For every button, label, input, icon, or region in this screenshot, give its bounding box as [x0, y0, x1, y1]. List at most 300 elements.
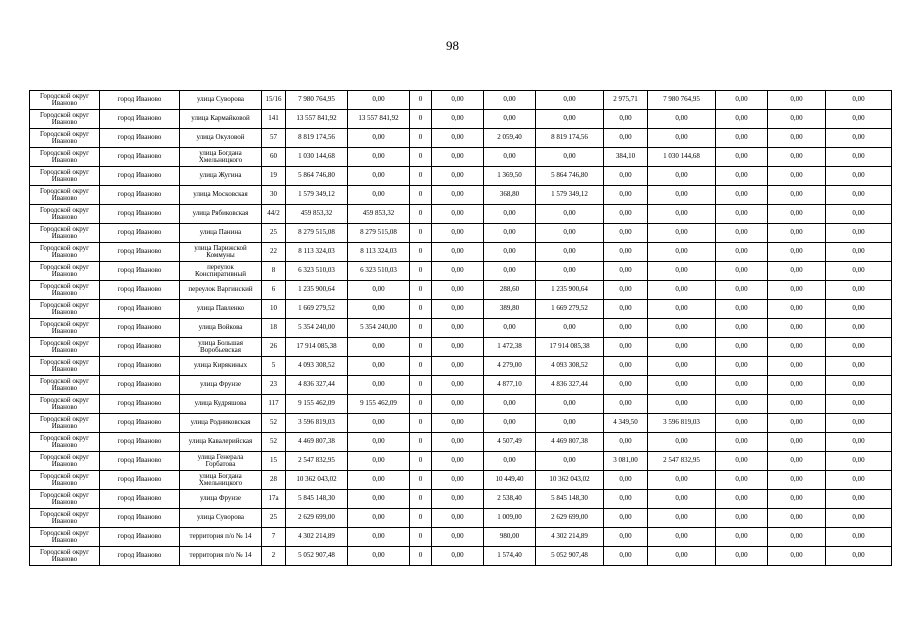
amount-cell-4: 3 596 819,03 [648, 414, 716, 433]
house-number-cell: 6 [262, 281, 286, 300]
amount-cell-3: 0,00 [536, 452, 604, 471]
municipality-cell: Городской округ Иваново [30, 91, 100, 110]
area-cell-1: 0,00 [484, 110, 536, 129]
municipality-cell: Городской округ Иваново [30, 528, 100, 547]
amount-cell-3: 5 845 148,30 [536, 490, 604, 509]
municipality-cell: Городской округ Иваново [30, 509, 100, 528]
street-cell: улица Жугина [180, 167, 262, 186]
municipality-cell: Городской округ Иваново [30, 110, 100, 129]
municipality-cell: Городской округ Иваново [30, 490, 100, 509]
area-cell-2: 0,00 [604, 205, 648, 224]
municipality-cell: Городской округ Иваново [30, 300, 100, 319]
total-cost-cell: 3 596 819,03 [286, 414, 348, 433]
count-cell: 0 [410, 490, 432, 509]
amount-cell-7: 0,00 [826, 110, 892, 129]
area-cell-2: 0,00 [604, 338, 648, 357]
amount-cell-5: 0,00 [716, 471, 768, 490]
area-cell-2: 0,00 [604, 186, 648, 205]
area-cell-1: 0,00 [484, 414, 536, 433]
amount-cell-4: 0,00 [648, 167, 716, 186]
count-cell: 0 [410, 110, 432, 129]
amount-cell-3: 0,00 [536, 224, 604, 243]
amount-cell-1: 0,00 [348, 281, 410, 300]
area-cell-2: 4 349,50 [604, 414, 648, 433]
house-number-cell: 8 [262, 262, 286, 281]
area-cell-2: 0,00 [604, 224, 648, 243]
amount-cell-6: 0,00 [768, 528, 826, 547]
area-cell-1: 2 059,40 [484, 129, 536, 148]
table-row [30, 205, 892, 224]
count-cell: 0 [410, 129, 432, 148]
amount-cell-4: 0,00 [648, 243, 716, 262]
table-row [30, 509, 892, 528]
table-row [30, 490, 892, 509]
area-cell-1: 0,00 [484, 243, 536, 262]
street-cell: переулок Варгинский [180, 281, 262, 300]
amount-cell-6: 0,00 [768, 414, 826, 433]
amount-cell-5: 0,00 [716, 91, 768, 110]
amount-cell-5: 0,00 [716, 433, 768, 452]
amount-cell-2: 0,00 [432, 148, 484, 167]
total-cost-cell: 1 030 144,68 [286, 148, 348, 167]
settlement-cell: город Иваново [100, 224, 180, 243]
amount-cell-7: 0,00 [826, 243, 892, 262]
house-number-cell: 15 [262, 452, 286, 471]
amount-cell-1: 8 113 324,03 [348, 243, 410, 262]
amount-cell-3: 0,00 [536, 395, 604, 414]
table-row [30, 547, 892, 566]
municipality-cell: Городской округ Иваново [30, 129, 100, 148]
settlement-cell: город Иваново [100, 528, 180, 547]
count-cell: 0 [410, 262, 432, 281]
amount-cell-5: 0,00 [716, 452, 768, 471]
area-cell-2: 0,00 [604, 509, 648, 528]
area-cell-2: 0,00 [604, 319, 648, 338]
house-number-cell: 19 [262, 167, 286, 186]
area-cell-2: 0,00 [604, 243, 648, 262]
amount-cell-2: 0,00 [432, 338, 484, 357]
amount-cell-2: 0,00 [432, 452, 484, 471]
total-cost-cell: 2 629 699,00 [286, 509, 348, 528]
amount-cell-7: 0,00 [826, 395, 892, 414]
amount-cell-5: 0,00 [716, 376, 768, 395]
municipality-cell: Городской округ Иваново [30, 224, 100, 243]
municipality-cell: Городской округ Иваново [30, 471, 100, 490]
amount-cell-5: 0,00 [716, 224, 768, 243]
area-cell-1: 0,00 [484, 395, 536, 414]
table-row [30, 319, 892, 338]
settlement-cell: город Иваново [100, 376, 180, 395]
amount-cell-4: 0,00 [648, 471, 716, 490]
amount-cell-5: 0,00 [716, 509, 768, 528]
area-cell-1: 0,00 [484, 91, 536, 110]
amount-cell-7: 0,00 [826, 186, 892, 205]
street-cell: территория п/о № 14 [180, 528, 262, 547]
amount-cell-3: 8 819 174,56 [536, 129, 604, 148]
amount-cell-4: 0,00 [648, 509, 716, 528]
amount-cell-3: 4 302 214,89 [536, 528, 604, 547]
amount-cell-7: 0,00 [826, 148, 892, 167]
settlement-cell: город Иваново [100, 547, 180, 566]
amount-cell-7: 0,00 [826, 91, 892, 110]
amount-cell-1: 0,00 [348, 91, 410, 110]
amount-cell-2: 0,00 [432, 167, 484, 186]
amount-cell-5: 0,00 [716, 281, 768, 300]
area-cell-1: 0,00 [484, 224, 536, 243]
street-cell: улица Суворова [180, 509, 262, 528]
area-cell-1: 288,60 [484, 281, 536, 300]
table-row [30, 167, 892, 186]
table-row [30, 471, 892, 490]
area-cell-2: 0,00 [604, 129, 648, 148]
house-number-cell: 57 [262, 129, 286, 148]
area-cell-2: 0,00 [604, 376, 648, 395]
count-cell: 0 [410, 224, 432, 243]
amount-cell-7: 0,00 [826, 129, 892, 148]
settlement-cell: город Иваново [100, 433, 180, 452]
table-row [30, 452, 892, 471]
amount-cell-6: 0,00 [768, 452, 826, 471]
amount-cell-4: 0,00 [648, 319, 716, 338]
amount-cell-1: 0,00 [348, 148, 410, 167]
settlement-cell: город Иваново [100, 167, 180, 186]
table-row [30, 243, 892, 262]
settlement-cell: город Иваново [100, 110, 180, 129]
house-number-cell: 5 [262, 357, 286, 376]
amount-cell-7: 0,00 [826, 509, 892, 528]
settlement-cell: город Иваново [100, 395, 180, 414]
amount-cell-7: 0,00 [826, 167, 892, 186]
count-cell: 0 [410, 319, 432, 338]
count-cell: 0 [410, 528, 432, 547]
amount-cell-7: 0,00 [826, 490, 892, 509]
amount-cell-2: 0,00 [432, 395, 484, 414]
house-number-cell: 117 [262, 395, 286, 414]
street-cell: территория п/о № 14 [180, 547, 262, 566]
amount-cell-5: 0,00 [716, 319, 768, 338]
table-row [30, 338, 892, 357]
street-cell: улица Окуловой [180, 129, 262, 148]
amount-cell-4: 0,00 [648, 129, 716, 148]
amount-cell-5: 0,00 [716, 528, 768, 547]
amount-cell-6: 0,00 [768, 357, 826, 376]
amount-cell-3: 10 362 043,02 [536, 471, 604, 490]
municipality-cell: Городской округ Иваново [30, 262, 100, 281]
amount-cell-6: 0,00 [768, 433, 826, 452]
area-cell-1: 1 369,50 [484, 167, 536, 186]
total-cost-cell: 8 113 324,03 [286, 243, 348, 262]
total-cost-cell: 9 155 462,09 [286, 395, 348, 414]
street-cell: улица Кирякиных [180, 357, 262, 376]
municipality-cell: Городской округ Иваново [30, 338, 100, 357]
amount-cell-6: 0,00 [768, 471, 826, 490]
area-cell-2: 0,00 [604, 528, 648, 547]
area-cell-1: 4 507,49 [484, 433, 536, 452]
house-number-cell: 52 [262, 433, 286, 452]
count-cell: 0 [410, 281, 432, 300]
amount-cell-1: 9 155 462,09 [348, 395, 410, 414]
municipality-cell: Городской округ Иваново [30, 243, 100, 262]
count-cell: 0 [410, 414, 432, 433]
area-cell-1: 368,80 [484, 186, 536, 205]
area-cell-2: 0,00 [604, 471, 648, 490]
amount-cell-4: 0,00 [648, 281, 716, 300]
amount-cell-5: 0,00 [716, 300, 768, 319]
municipality-cell: Городской округ Иваново [30, 167, 100, 186]
amount-cell-3: 0,00 [536, 205, 604, 224]
table-row [30, 110, 892, 129]
amount-cell-7: 0,00 [826, 262, 892, 281]
amount-cell-4: 0,00 [648, 224, 716, 243]
total-cost-cell: 1 579 349,12 [286, 186, 348, 205]
table-row [30, 186, 892, 205]
amount-cell-4: 0,00 [648, 376, 716, 395]
amount-cell-2: 0,00 [432, 509, 484, 528]
table-row [30, 300, 892, 319]
amount-cell-3: 1 235 900,64 [536, 281, 604, 300]
street-cell: улица Суворова [180, 91, 262, 110]
house-number-cell: 26 [262, 338, 286, 357]
amount-cell-4: 0,00 [648, 357, 716, 376]
amount-cell-6: 0,00 [768, 338, 826, 357]
total-cost-cell: 5 052 907,48 [286, 547, 348, 566]
amount-cell-6: 0,00 [768, 167, 826, 186]
amount-cell-5: 0,00 [716, 414, 768, 433]
amount-cell-6: 0,00 [768, 205, 826, 224]
count-cell: 0 [410, 509, 432, 528]
amount-cell-1: 0,00 [348, 167, 410, 186]
settlement-cell: город Иваново [100, 129, 180, 148]
area-cell-1: 0,00 [484, 452, 536, 471]
amount-cell-2: 0,00 [432, 471, 484, 490]
area-cell-1: 0,00 [484, 262, 536, 281]
amount-cell-6: 0,00 [768, 243, 826, 262]
count-cell: 0 [410, 471, 432, 490]
amount-cell-7: 0,00 [826, 224, 892, 243]
amount-cell-2: 0,00 [432, 129, 484, 148]
municipality-cell: Городской округ Иваново [30, 376, 100, 395]
amount-cell-3: 0,00 [536, 110, 604, 129]
house-number-cell: 30 [262, 186, 286, 205]
amount-cell-5: 0,00 [716, 547, 768, 566]
count-cell: 0 [410, 433, 432, 452]
count-cell: 0 [410, 205, 432, 224]
municipality-cell: Городской округ Иваново [30, 148, 100, 167]
amount-cell-7: 0,00 [826, 281, 892, 300]
amount-cell-2: 0,00 [432, 110, 484, 129]
amount-cell-3: 0,00 [536, 243, 604, 262]
street-cell: улица Парижской Коммуны [180, 243, 262, 262]
amount-cell-6: 0,00 [768, 376, 826, 395]
amount-cell-7: 0,00 [826, 433, 892, 452]
total-cost-cell: 10 362 043,02 [286, 471, 348, 490]
amount-cell-5: 0,00 [716, 243, 768, 262]
amount-cell-3: 0,00 [536, 414, 604, 433]
amount-cell-3: 17 914 085,38 [536, 338, 604, 357]
house-number-cell: 25 [262, 509, 286, 528]
house-number-cell: 15/16 [262, 91, 286, 110]
street-cell: улица Кармайковой [180, 110, 262, 129]
count-cell: 0 [410, 300, 432, 319]
count-cell: 0 [410, 452, 432, 471]
street-cell: улица Панина [180, 224, 262, 243]
amount-cell-3: 0,00 [536, 91, 604, 110]
street-cell: улица Войкова [180, 319, 262, 338]
amount-cell-4: 0,00 [648, 395, 716, 414]
table-row [30, 224, 892, 243]
amount-cell-1: 0,00 [348, 471, 410, 490]
amount-cell-6: 0,00 [768, 110, 826, 129]
total-cost-cell: 17 914 085,38 [286, 338, 348, 357]
street-cell: улица Московская [180, 186, 262, 205]
amount-cell-6: 0,00 [768, 395, 826, 414]
settlement-cell: город Иваново [100, 414, 180, 433]
area-cell-1: 2 538,40 [484, 490, 536, 509]
settlement-cell: город Иваново [100, 357, 180, 376]
municipality-cell: Городской округ Иваново [30, 547, 100, 566]
table-body [30, 91, 892, 566]
total-cost-cell: 8 819 174,56 [286, 129, 348, 148]
amount-cell-5: 0,00 [716, 205, 768, 224]
amount-cell-4: 0,00 [648, 262, 716, 281]
amount-cell-4: 0,00 [648, 490, 716, 509]
amount-cell-7: 0,00 [826, 338, 892, 357]
amount-cell-5: 0,00 [716, 357, 768, 376]
house-number-cell: 25 [262, 224, 286, 243]
amount-cell-5: 0,00 [716, 110, 768, 129]
house-number-cell: 28 [262, 471, 286, 490]
amount-cell-6: 0,00 [768, 300, 826, 319]
street-cell: улица Богдана Хмельницкого [180, 471, 262, 490]
municipality-cell: Городской округ Иваново [30, 357, 100, 376]
total-cost-cell: 459 853,32 [286, 205, 348, 224]
count-cell: 0 [410, 91, 432, 110]
amount-cell-4: 2 547 832,95 [648, 452, 716, 471]
area-cell-1: 4 877,10 [484, 376, 536, 395]
amount-cell-2: 0,00 [432, 262, 484, 281]
area-cell-1: 389,80 [484, 300, 536, 319]
area-cell-1: 1 574,40 [484, 547, 536, 566]
count-cell: 0 [410, 167, 432, 186]
amount-cell-6: 0,00 [768, 224, 826, 243]
count-cell: 0 [410, 376, 432, 395]
area-cell-2: 0,00 [604, 490, 648, 509]
total-cost-cell: 8 279 515,08 [286, 224, 348, 243]
amount-cell-1: 0,00 [348, 528, 410, 547]
amount-cell-1: 0,00 [348, 433, 410, 452]
total-cost-cell: 5 354 240,00 [286, 319, 348, 338]
settlement-cell: город Иваново [100, 509, 180, 528]
amount-cell-7: 0,00 [826, 357, 892, 376]
amount-cell-1: 0,00 [348, 414, 410, 433]
total-cost-cell: 1 669 279,52 [286, 300, 348, 319]
area-cell-1: 4 279,00 [484, 357, 536, 376]
municipality-cell: Городской округ Иваново [30, 433, 100, 452]
amount-cell-5: 0,00 [716, 186, 768, 205]
street-cell: улица Павленко [180, 300, 262, 319]
amount-cell-7: 0,00 [826, 376, 892, 395]
amount-cell-2: 0,00 [432, 205, 484, 224]
table-row [30, 357, 892, 376]
amount-cell-1: 0,00 [348, 300, 410, 319]
amount-cell-2: 0,00 [432, 547, 484, 566]
street-cell: улица Большая Воробьевская [180, 338, 262, 357]
amount-cell-6: 0,00 [768, 262, 826, 281]
amount-cell-2: 0,00 [432, 357, 484, 376]
amount-cell-2: 0,00 [432, 300, 484, 319]
municipality-cell: Городской округ Иваново [30, 452, 100, 471]
amount-cell-6: 0,00 [768, 281, 826, 300]
amount-cell-4: 0,00 [648, 547, 716, 566]
amount-cell-7: 0,00 [826, 300, 892, 319]
total-cost-cell: 5 845 148,30 [286, 490, 348, 509]
count-cell: 0 [410, 243, 432, 262]
amount-cell-3: 5 864 746,80 [536, 167, 604, 186]
count-cell: 0 [410, 338, 432, 357]
amount-cell-6: 0,00 [768, 129, 826, 148]
amount-cell-7: 0,00 [826, 528, 892, 547]
amount-cell-7: 0,00 [826, 452, 892, 471]
total-cost-cell: 4 469 807,38 [286, 433, 348, 452]
table-row [30, 91, 892, 110]
amount-cell-7: 0,00 [826, 319, 892, 338]
amount-cell-1: 0,00 [348, 357, 410, 376]
area-cell-1: 0,00 [484, 205, 536, 224]
municipality-cell: Городской округ Иваново [30, 414, 100, 433]
area-cell-2: 2 975,71 [604, 91, 648, 110]
amount-cell-1: 0,00 [348, 186, 410, 205]
amount-cell-6: 0,00 [768, 509, 826, 528]
house-number-cell: 22 [262, 243, 286, 262]
amount-cell-6: 0,00 [768, 186, 826, 205]
amount-cell-4: 0,00 [648, 300, 716, 319]
amount-cell-4: 0,00 [648, 110, 716, 129]
house-number-cell: 18 [262, 319, 286, 338]
area-cell-2: 384,10 [604, 148, 648, 167]
total-cost-cell: 7 980 764,95 [286, 91, 348, 110]
municipality-cell: Городской округ Иваново [30, 205, 100, 224]
area-cell-2: 0,00 [604, 357, 648, 376]
street-cell: улица Кавалерийская [180, 433, 262, 452]
area-cell-2: 0,00 [604, 433, 648, 452]
table-row [30, 395, 892, 414]
settlement-cell: город Иваново [100, 243, 180, 262]
amount-cell-3: 2 629 699,00 [536, 509, 604, 528]
amount-cell-2: 0,00 [432, 433, 484, 452]
amount-cell-1: 6 323 510,03 [348, 262, 410, 281]
settlement-cell: город Иваново [100, 319, 180, 338]
house-number-cell: 141 [262, 110, 286, 129]
area-cell-2: 0,00 [604, 281, 648, 300]
amount-cell-4: 0,00 [648, 205, 716, 224]
amount-cell-2: 0,00 [432, 224, 484, 243]
settlement-cell: город Иваново [100, 300, 180, 319]
amount-cell-7: 0,00 [826, 205, 892, 224]
amount-cell-2: 0,00 [432, 281, 484, 300]
area-cell-1: 10 449,40 [484, 471, 536, 490]
street-cell: улица Фрунзе [180, 490, 262, 509]
total-cost-cell: 1 235 900,64 [286, 281, 348, 300]
area-cell-1: 1 009,00 [484, 509, 536, 528]
amount-cell-5: 0,00 [716, 129, 768, 148]
amount-cell-4: 0,00 [648, 433, 716, 452]
settlement-cell: город Иваново [100, 186, 180, 205]
amount-cell-2: 0,00 [432, 91, 484, 110]
area-cell-2: 0,00 [604, 262, 648, 281]
settlement-cell: город Иваново [100, 452, 180, 471]
amount-cell-1: 0,00 [348, 129, 410, 148]
area-cell-1: 1 472,38 [484, 338, 536, 357]
